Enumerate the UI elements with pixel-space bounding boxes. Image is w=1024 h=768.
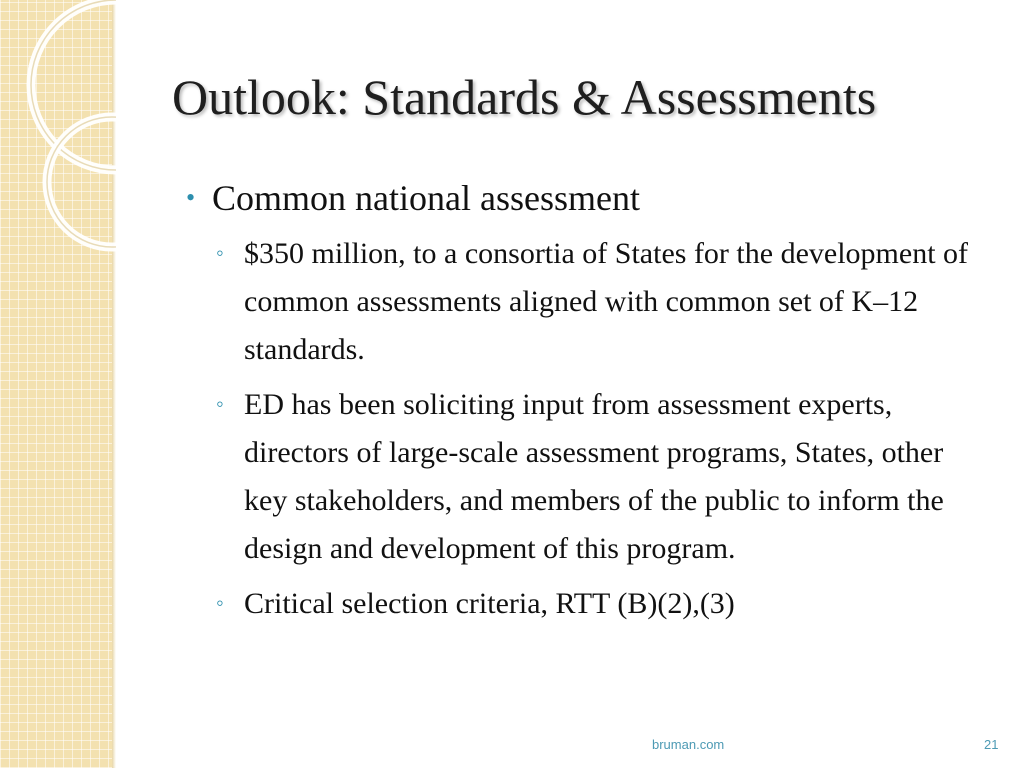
bullet-item	[186, 172, 986, 224]
hollow-circle-icon: ◦	[216, 240, 224, 265]
subbullet-text: Critical selection criteria, RTT (B)(2),(3)	[244, 587, 735, 620]
bullet-dot-icon: •	[186, 183, 196, 212]
hollow-circle-icon: ◦	[216, 590, 224, 615]
subbullet-item	[216, 230, 986, 374]
footer-site: bruman.com	[652, 737, 725, 752]
slide-title: Outlook: Standards & Assessments	[172, 69, 877, 125]
subbullet-text: $350 million, to a consortia of States for the development of common assessments aligned with common set of K–12 standards.	[244, 237, 969, 366]
hollow-circle-icon: ◦	[216, 391, 224, 416]
slide-content	[186, 172, 986, 635]
subbullet-text: ED has been soliciting input from assessment experts, directors of large-scale assessment programs, States, other key stakeholders, and members of the public to inform the design and development of this program.	[244, 388, 944, 565]
decorative-rings	[0, 0, 116, 260]
bullet-text: Common national assessment	[212, 178, 640, 218]
subbullet-list	[186, 230, 986, 628]
subbullet-item	[216, 381, 986, 573]
subbullet-item	[216, 580, 986, 628]
page-number: 21	[984, 737, 999, 752]
